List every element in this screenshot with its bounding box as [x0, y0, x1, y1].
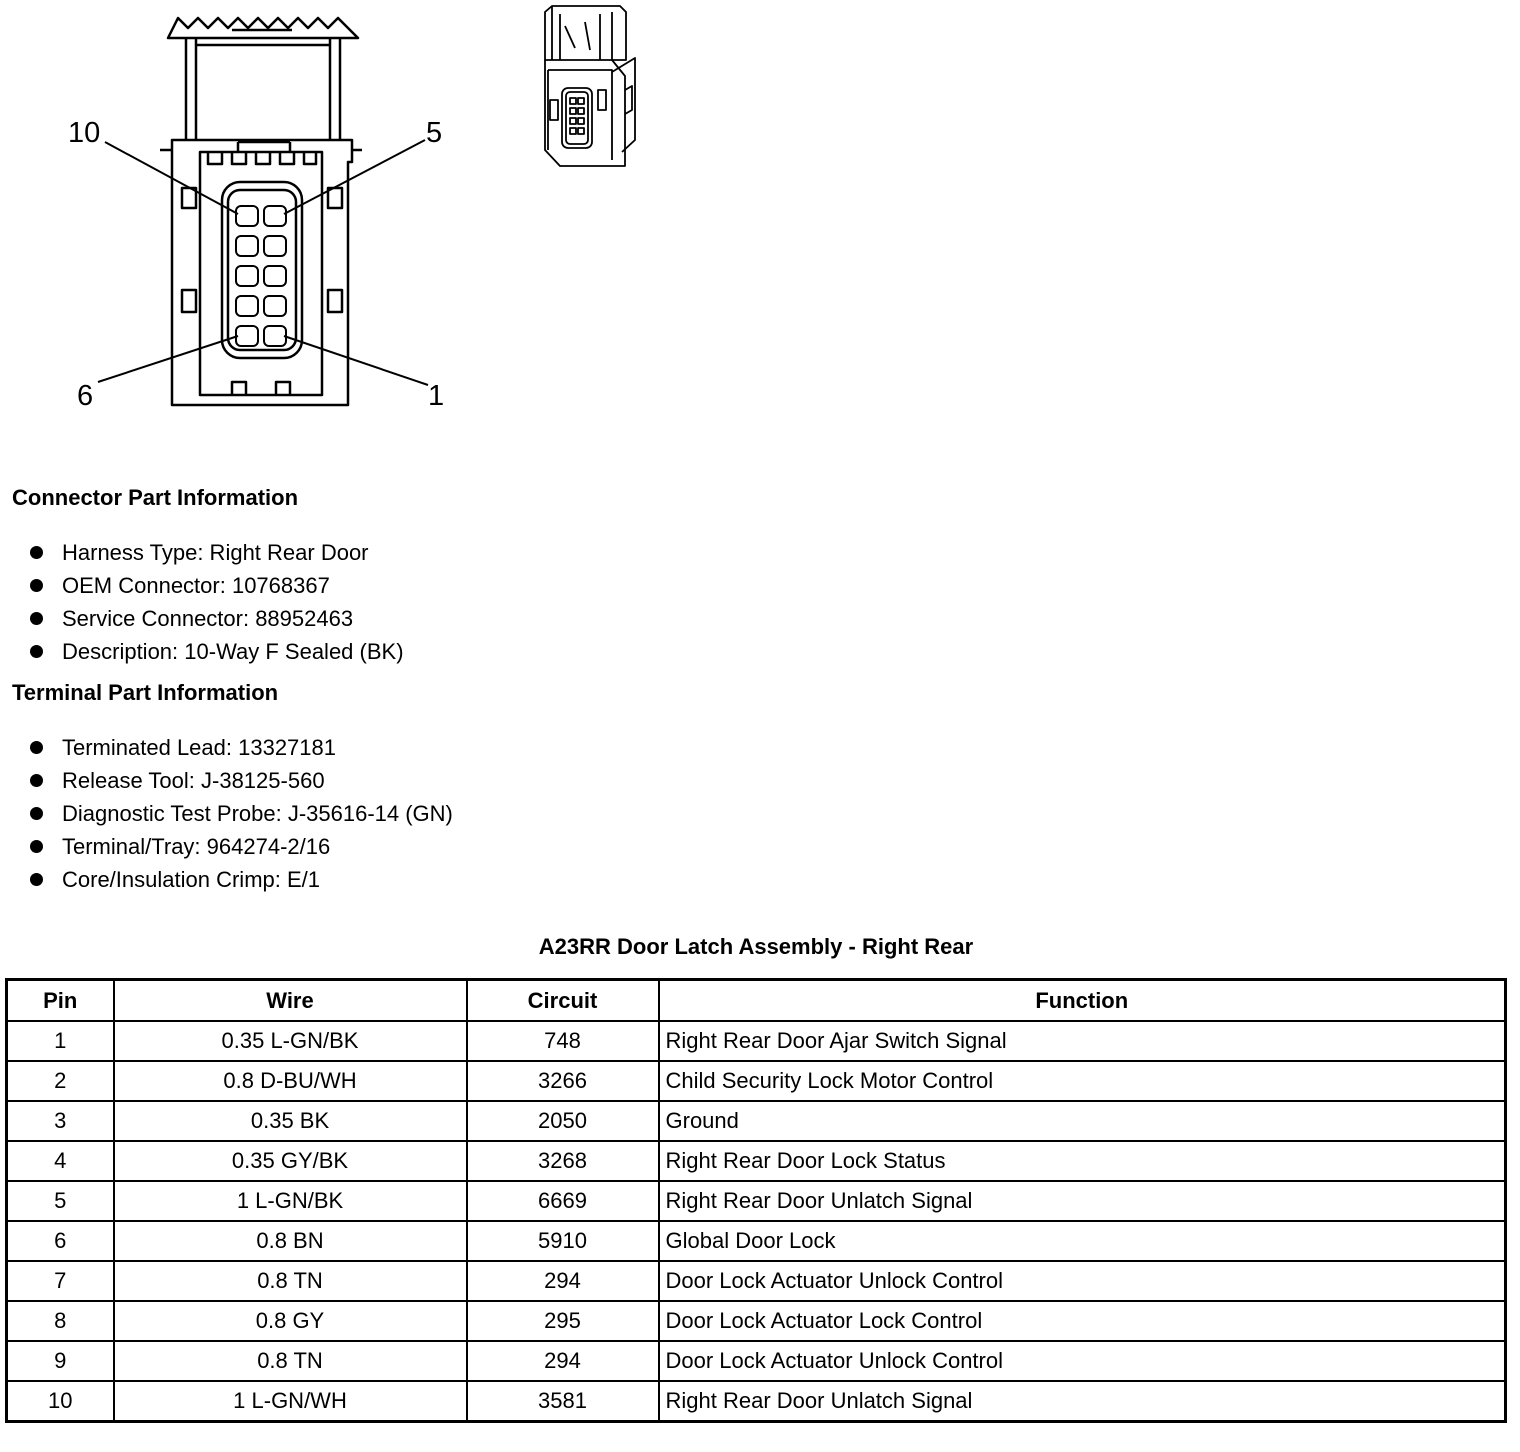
cell-circuit: 3266 — [467, 1061, 659, 1101]
list-item: Terminal/Tray: 964274-2/16 — [30, 830, 453, 863]
cell-pin: 2 — [7, 1061, 114, 1101]
terminal-info-list — [30, 731, 453, 896]
cell-circuit: 5910 — [467, 1221, 659, 1261]
table-row — [7, 1381, 1506, 1422]
cell-circuit: 294 — [467, 1261, 659, 1301]
cell-circuit: 294 — [467, 1341, 659, 1381]
pin-label-5: 5 — [426, 117, 443, 149]
table-row — [7, 1101, 1506, 1141]
pin-label-6: 6 — [77, 380, 94, 412]
connector-face-view — [98, 18, 428, 405]
header-function: Function — [659, 980, 1506, 1022]
cell-pin: 3 — [7, 1101, 114, 1141]
table-row — [7, 1341, 1506, 1381]
cell-pin: 4 — [7, 1141, 114, 1181]
cell-function: Right Rear Door Unlatch Signal — [659, 1181, 1506, 1221]
terminal-cavities — [236, 206, 286, 346]
list-item: Harness Type: Right Rear Door — [30, 536, 404, 569]
cell-circuit: 2050 — [467, 1101, 659, 1141]
connector-info-list — [30, 536, 404, 668]
list-item: Diagnostic Test Probe: J-35616-14 (GN) — [30, 797, 453, 830]
cell-pin: 10 — [7, 1381, 114, 1422]
cell-circuit: 3581 — [467, 1381, 659, 1422]
cell-wire: 0.8 BN — [114, 1221, 467, 1261]
table-row — [7, 1181, 1506, 1221]
cell-pin: 7 — [7, 1261, 114, 1301]
connector-diagram — [0, 0, 700, 430]
connector-iso-view — [545, 6, 635, 166]
bullet-icon — [30, 612, 43, 625]
cell-circuit: 748 — [467, 1021, 659, 1061]
cell-pin: 9 — [7, 1341, 114, 1381]
table-header-row — [7, 980, 1506, 1022]
list-item: Core/Insulation Crimp: E/1 — [30, 863, 453, 896]
cell-pin: 6 — [7, 1221, 114, 1261]
bullet-icon — [30, 807, 43, 820]
list-item: OEM Connector: 10768367 — [30, 569, 404, 602]
cell-wire: 1 L-GN/WH — [114, 1381, 467, 1422]
cell-pin: 8 — [7, 1301, 114, 1341]
cell-wire: 0.35 BK — [114, 1101, 467, 1141]
bullet-icon — [30, 774, 43, 787]
list-item: Terminated Lead: 13327181 — [30, 731, 453, 764]
cell-wire: 0.8 TN — [114, 1261, 467, 1301]
cell-wire: 1 L-GN/BK — [114, 1181, 467, 1221]
cell-function: Door Lock Actuator Unlock Control — [659, 1261, 1506, 1301]
cell-function: Door Lock Actuator Lock Control — [659, 1301, 1506, 1341]
leader-line-6 — [98, 336, 238, 382]
header-pin: Pin — [7, 980, 114, 1022]
cell-wire: 0.35 GY/BK — [114, 1141, 467, 1181]
bullet-icon — [30, 741, 43, 754]
table-row — [7, 1141, 1506, 1181]
table-row — [7, 1021, 1506, 1061]
bullet-icon — [30, 873, 43, 886]
cell-pin: 1 — [7, 1021, 114, 1061]
cell-function: Right Rear Door Unlatch Signal — [659, 1381, 1506, 1422]
pinout-table — [5, 978, 1507, 1423]
table-title: A23RR Door Latch Assembly - Right Rear — [538, 934, 974, 959]
leader-line-1 — [284, 336, 428, 385]
bullet-icon — [30, 579, 43, 592]
cell-circuit: 3268 — [467, 1141, 659, 1181]
table-row — [7, 1261, 1506, 1301]
terminal-info-title: Terminal Part Information — [12, 680, 279, 705]
cell-wire: 0.8 TN — [114, 1341, 467, 1381]
header-circuit: Circuit — [467, 980, 659, 1022]
connector-info-title: Connector Part Information — [12, 485, 299, 510]
cell-function: Ground — [659, 1101, 1506, 1141]
cell-function: Right Rear Door Ajar Switch Signal — [659, 1021, 1506, 1061]
cell-wire: 0.35 L-GN/BK — [114, 1021, 467, 1061]
cell-circuit: 295 — [467, 1301, 659, 1341]
table-row — [7, 1221, 1506, 1261]
header-wire: Wire — [114, 980, 467, 1022]
bullet-icon — [30, 645, 43, 658]
bullet-icon — [30, 840, 43, 853]
cell-wire: 0.8 D-BU/WH — [114, 1061, 467, 1101]
cell-function: Child Security Lock Motor Control — [659, 1061, 1506, 1101]
cell-wire: 0.8 GY — [114, 1301, 467, 1341]
cell-function: Right Rear Door Lock Status — [659, 1141, 1506, 1181]
cell-circuit: 6669 — [467, 1181, 659, 1221]
cell-function: Global Door Lock — [659, 1221, 1506, 1261]
pin-label-1: 1 — [428, 380, 445, 412]
table-row — [7, 1061, 1506, 1101]
pin-label-10: 10 — [68, 117, 101, 149]
bullet-icon — [30, 546, 43, 559]
list-item: Service Connector: 88952463 — [30, 602, 404, 635]
table-row — [7, 1301, 1506, 1341]
list-item: Description: 10-Way F Sealed (BK) — [30, 635, 404, 668]
list-item: Release Tool: J-38125-560 — [30, 764, 453, 797]
cell-pin: 5 — [7, 1181, 114, 1221]
cell-function: Door Lock Actuator Unlock Control — [659, 1341, 1506, 1381]
